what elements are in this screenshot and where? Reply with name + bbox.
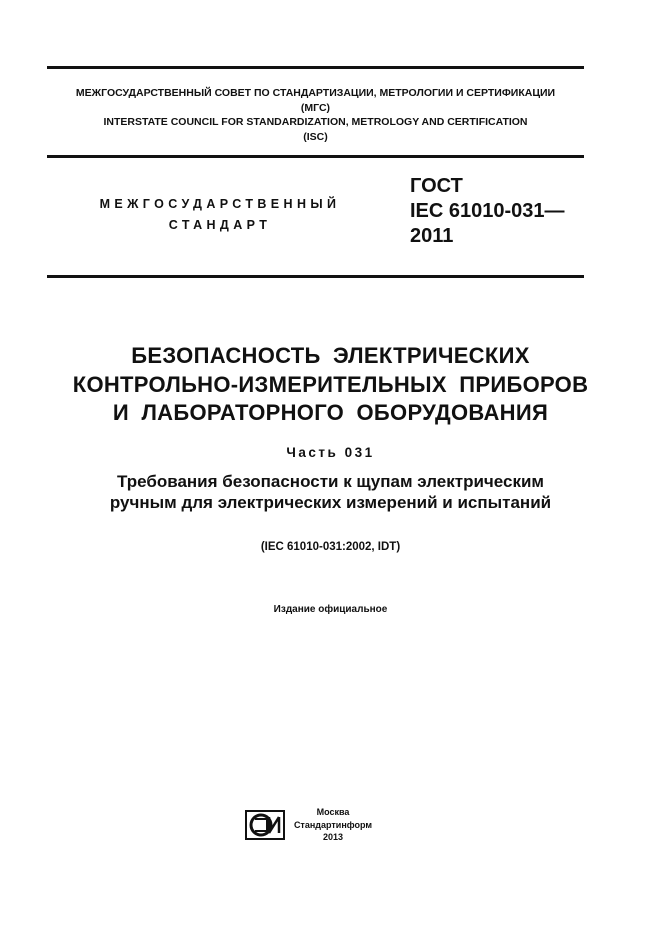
title-line1: БЕЗОПАСНОСТЬ ЭЛЕКТРИЧЕСКИХ <box>131 343 530 368</box>
publisher-name: Стандартинформ <box>293 819 373 830</box>
header-rule <box>47 275 584 278</box>
designation-number: IEC 61010-031— <box>410 200 565 222</box>
standard-type <box>80 194 360 236</box>
designation-gost: ГОСТ <box>410 175 463 197</box>
subtitle-line2: ручным для электрических измерений и испытаний <box>109 492 552 512</box>
council-ru: МЕЖГОСУДАРСТВЕННЫЙ СОВЕТ ПО СТАНДАРТИЗАЦИИ, МЕТРОЛОГИИ И СЕРТИФИКАЦИИ <box>75 87 556 99</box>
publisher-year: 2013 <box>322 832 344 842</box>
standartinform-logo-icon <box>245 810 285 840</box>
official-edition: Издание официальное <box>273 604 388 615</box>
part-number: Часть 031 <box>286 445 375 460</box>
council-block <box>47 86 584 144</box>
document-subtitle <box>40 472 621 513</box>
council-ru-abbr: (МГС) <box>300 101 331 114</box>
council-en: INTERSTATE COUNCIL FOR STANDARDIZATION, METROLOGY AND CERTIFICATION <box>103 116 528 128</box>
publisher-city: Москва <box>316 807 350 817</box>
iec-reference: (IEC 61010-031:2002, IDT) <box>260 541 401 553</box>
standard-type-line1: МЕЖГОСУДАРСТВЕННЫЙ <box>99 197 341 211</box>
subtitle-line1: Требования безопасности к щупам электрическим <box>116 472 544 491</box>
publisher-block <box>288 806 378 844</box>
document-title <box>40 342 621 428</box>
title-line2: КОНТРОЛЬНО-ИЗМЕРИТЕЛЬНЫХ ПРИБОРОВ <box>72 371 589 397</box>
standard-designation <box>410 174 610 249</box>
title-line3: И ЛАБОРАТОРНОГО ОБОРУДОВАНИЯ <box>112 400 549 425</box>
council-en-abbr: (ISC) <box>303 130 328 143</box>
designation-year: 2011 <box>410 225 454 247</box>
council-rule <box>47 155 584 158</box>
standard-type-line2: СТАНДАРТ <box>168 218 272 232</box>
top-rule <box>47 66 584 69</box>
